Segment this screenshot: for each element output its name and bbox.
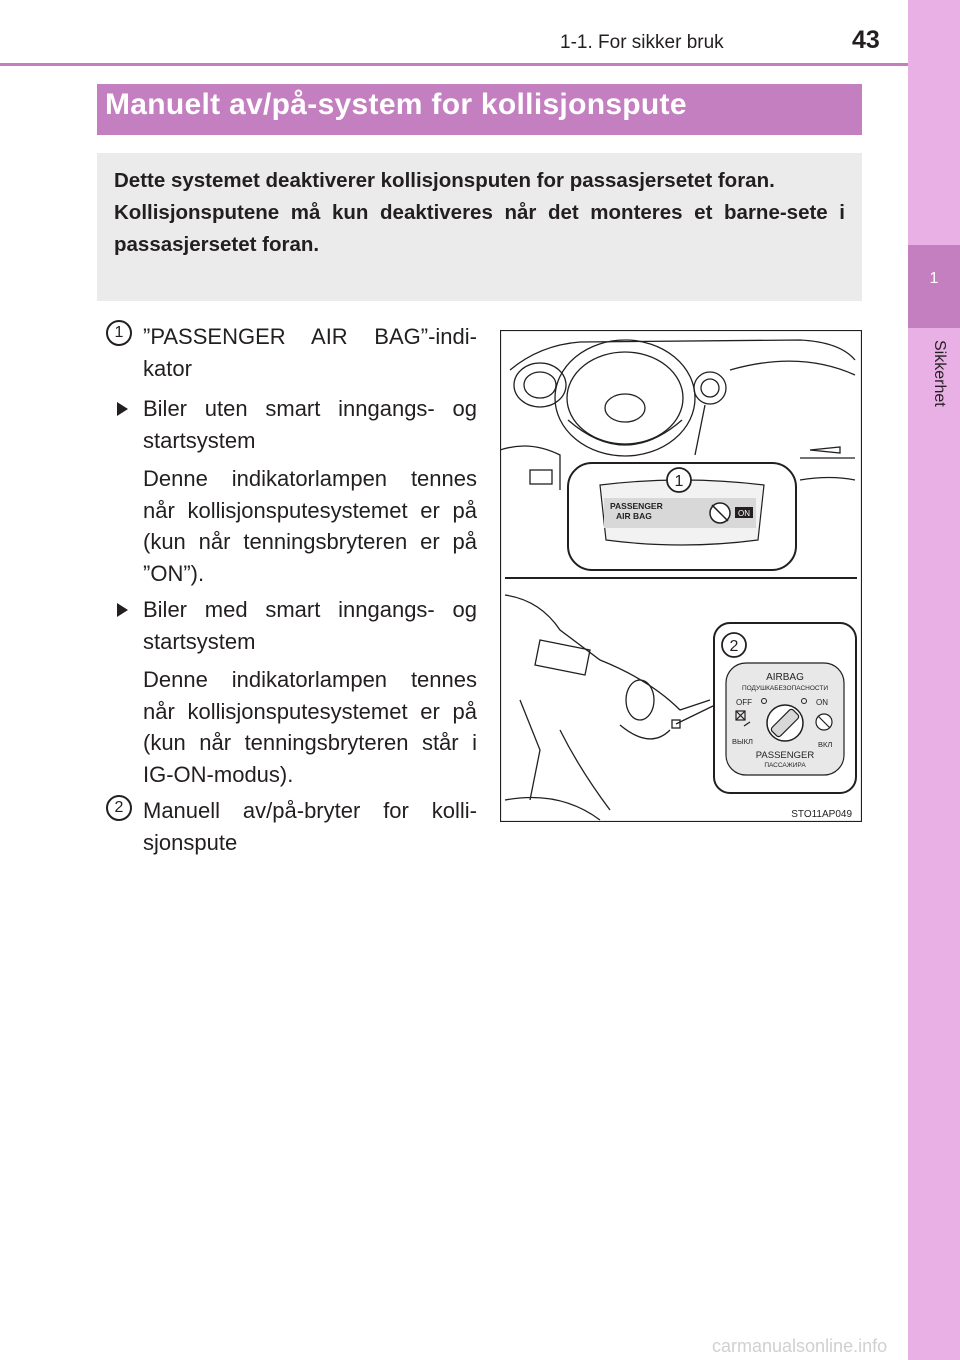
airbag-key-switch-icon	[767, 705, 803, 741]
switch-subtitle: ПОДУШКАБЕЗОПАСНОСТИ	[741, 685, 829, 692]
bullet-triangle-icon	[117, 603, 128, 617]
watermark: carmanualsonline.info	[712, 1336, 888, 1356]
airbag-figure	[500, 330, 862, 822]
item-1-text: ”PASSENGER AIR BAG”-indi-kator	[143, 324, 477, 381]
item-marker-1: 1	[106, 320, 132, 346]
indicator-on-label: ON	[738, 509, 750, 518]
bullet-2-heading: Biler med smart inngangs- og startsystem	[143, 597, 477, 654]
page-title: Manuelt av/på-system for kollisjonspute	[105, 88, 687, 121]
item-marker-2: 2	[106, 795, 132, 821]
intro-text	[114, 165, 845, 261]
intro-line-1: Dette systemet deaktiverer kollisjonsputen for passasjersetet foran.	[114, 169, 775, 192]
header-rule	[0, 63, 908, 66]
intro-line-2: Kollisjonsputene må kun deaktiveres når det monteres et barne-sete i passasjersetet foran.	[114, 201, 845, 256]
switch-off-ru-label: ВЫКЛ	[732, 737, 753, 746]
switch-passenger-label: PASSENGER	[755, 750, 815, 761]
bullet-2-body: Denne indikatorlampen tennes når kollisjonsputesystemet er på (kun når tenningsbryteren står i IG-ON-modus).	[143, 667, 477, 787]
switch-title: AIRBAG	[766, 672, 804, 683]
passenger-airbag-on-symbol-icon	[816, 714, 832, 730]
switch-on-label: ON	[816, 698, 828, 707]
indicator-label-2: AIR BAG	[616, 511, 652, 521]
bullet-1	[143, 393, 477, 589]
chapter-label: Sikkerhet	[931, 340, 948, 407]
bullet-triangle-icon	[117, 402, 128, 416]
indicator-label-1: PASSENGER	[610, 501, 663, 511]
callout-2-label: 2	[729, 638, 739, 655]
item-text-2	[143, 795, 477, 858]
section-reference: 1-1. For sikker bruk	[560, 32, 724, 53]
item-2-text: Manuell av/på-bryter for kolli-sjonspute	[143, 798, 477, 855]
chapter-number: 1	[929, 270, 939, 287]
switch-off-label: OFF	[736, 698, 752, 707]
bullet-2	[143, 594, 477, 790]
page-number: 43	[852, 26, 880, 54]
side-strip	[908, 0, 960, 1360]
bullet-1-body: Denne indikatorlampen tennes når kollisjonsputesystemet er på (kun når tenningsbryteren er på ”ON”).	[143, 466, 477, 586]
airbag-off-icon	[710, 503, 730, 523]
figure-code: STO11AP049	[791, 809, 852, 820]
item-text-1	[143, 321, 477, 384]
switch-on-ru-label: ВКЛ	[818, 740, 833, 749]
switch-passenger-ru-label: ПАССАЖИРА	[764, 762, 806, 769]
bullet-1-heading: Biler uten smart inngangs- og startsystem	[143, 396, 477, 453]
callout-1-label: 1	[674, 473, 684, 490]
